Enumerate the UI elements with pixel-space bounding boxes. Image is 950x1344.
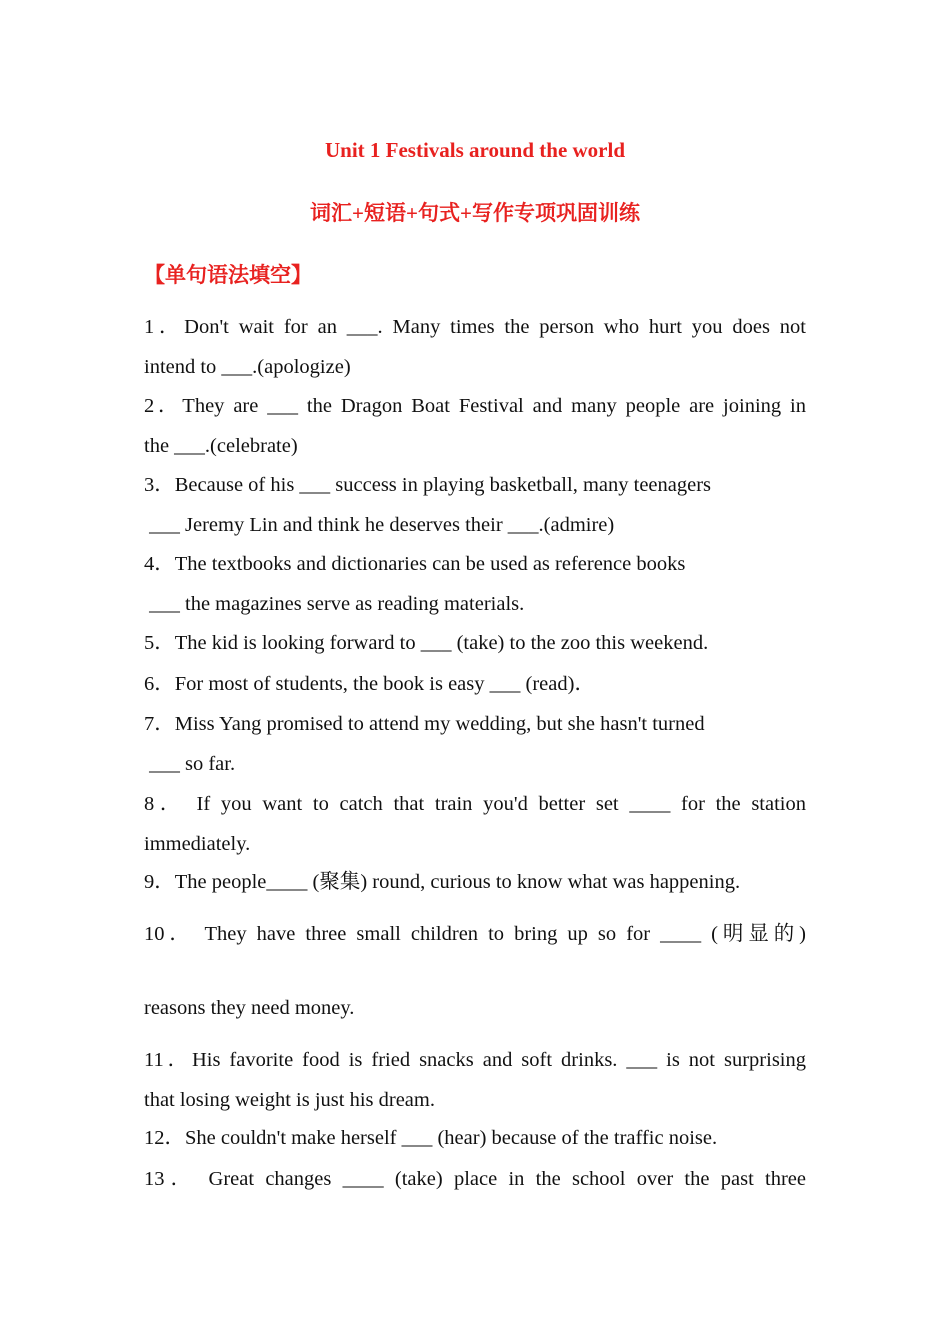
question-line: 13． Great changes ____ (take) place in the school over the past three	[144, 1168, 806, 1190]
question-line: ___ Jeremy Lin and think he deserves their ___.(admire)	[144, 513, 615, 536]
question-line: ___ so far.	[144, 752, 236, 775]
question-line: 4．The textbooks and dictionaries can be used as reference books	[144, 553, 686, 575]
question-10	[144, 915, 806, 955]
exercise-subtitle: 词汇+短语+句式+写作专项巩固训练	[310, 201, 640, 225]
question-1	[144, 308, 806, 387]
section-heading: 【单句语法填空】	[144, 263, 312, 287]
question-8	[144, 785, 806, 864]
question-6	[144, 665, 806, 705]
question-line: 6．For most of students, the book is easy ___ (read)．	[144, 673, 595, 695]
question-7	[144, 705, 806, 784]
question-line: ___ the magazines serve as reading materials.	[144, 592, 525, 615]
question-line: 11．His favorite food is fried snacks and soft drinks. ___ is not surprising	[144, 1049, 806, 1071]
question-line: 9．The people____ (聚集) round, curious to know what was happening.	[144, 871, 741, 893]
unit-title: Unit 1 Festivals around the world	[324, 138, 626, 162]
question-line: 3．Because of his ___ success in playing basketball, many teenagers	[144, 474, 712, 496]
question-13	[144, 1160, 806, 1200]
question-line: intend to ___.(apologize)	[144, 355, 351, 378]
question-line: 7．Miss Yang promised to attend my wedding, but she hasn't turned	[144, 713, 705, 735]
question-3	[144, 466, 806, 545]
question-line: the ___.(celebrate)	[144, 434, 298, 457]
question-line: 8． If you want to catch that train you'd better set ____ for the station	[144, 793, 806, 815]
question-line: 1．Don't wait for an ___. Many times the person who hurt you does not	[144, 316, 806, 338]
question-line: that losing weight is just his dream.	[144, 1088, 435, 1111]
question-line: 10． They have three small children to bring up so for ____ (明显的)	[144, 923, 806, 945]
question-12	[144, 1119, 806, 1159]
question-line: 5．The kid is looking forward to ___ (take) to the zoo this weekend.	[144, 632, 709, 654]
question-line: 2．They are ___ the Dragon Boat Festival and many people are joining in	[144, 395, 806, 417]
question-5	[144, 624, 806, 664]
question-4	[144, 545, 806, 624]
question-9	[144, 863, 806, 903]
question-10-continued	[144, 989, 806, 1029]
question-2	[144, 387, 806, 466]
question-line: reasons they need money.	[144, 997, 355, 1019]
question-line: immediately.	[144, 832, 251, 855]
question-11	[144, 1041, 806, 1120]
question-line: 12．She couldn't make herself ___ (hear) because of the traffic noise.	[144, 1127, 718, 1149]
